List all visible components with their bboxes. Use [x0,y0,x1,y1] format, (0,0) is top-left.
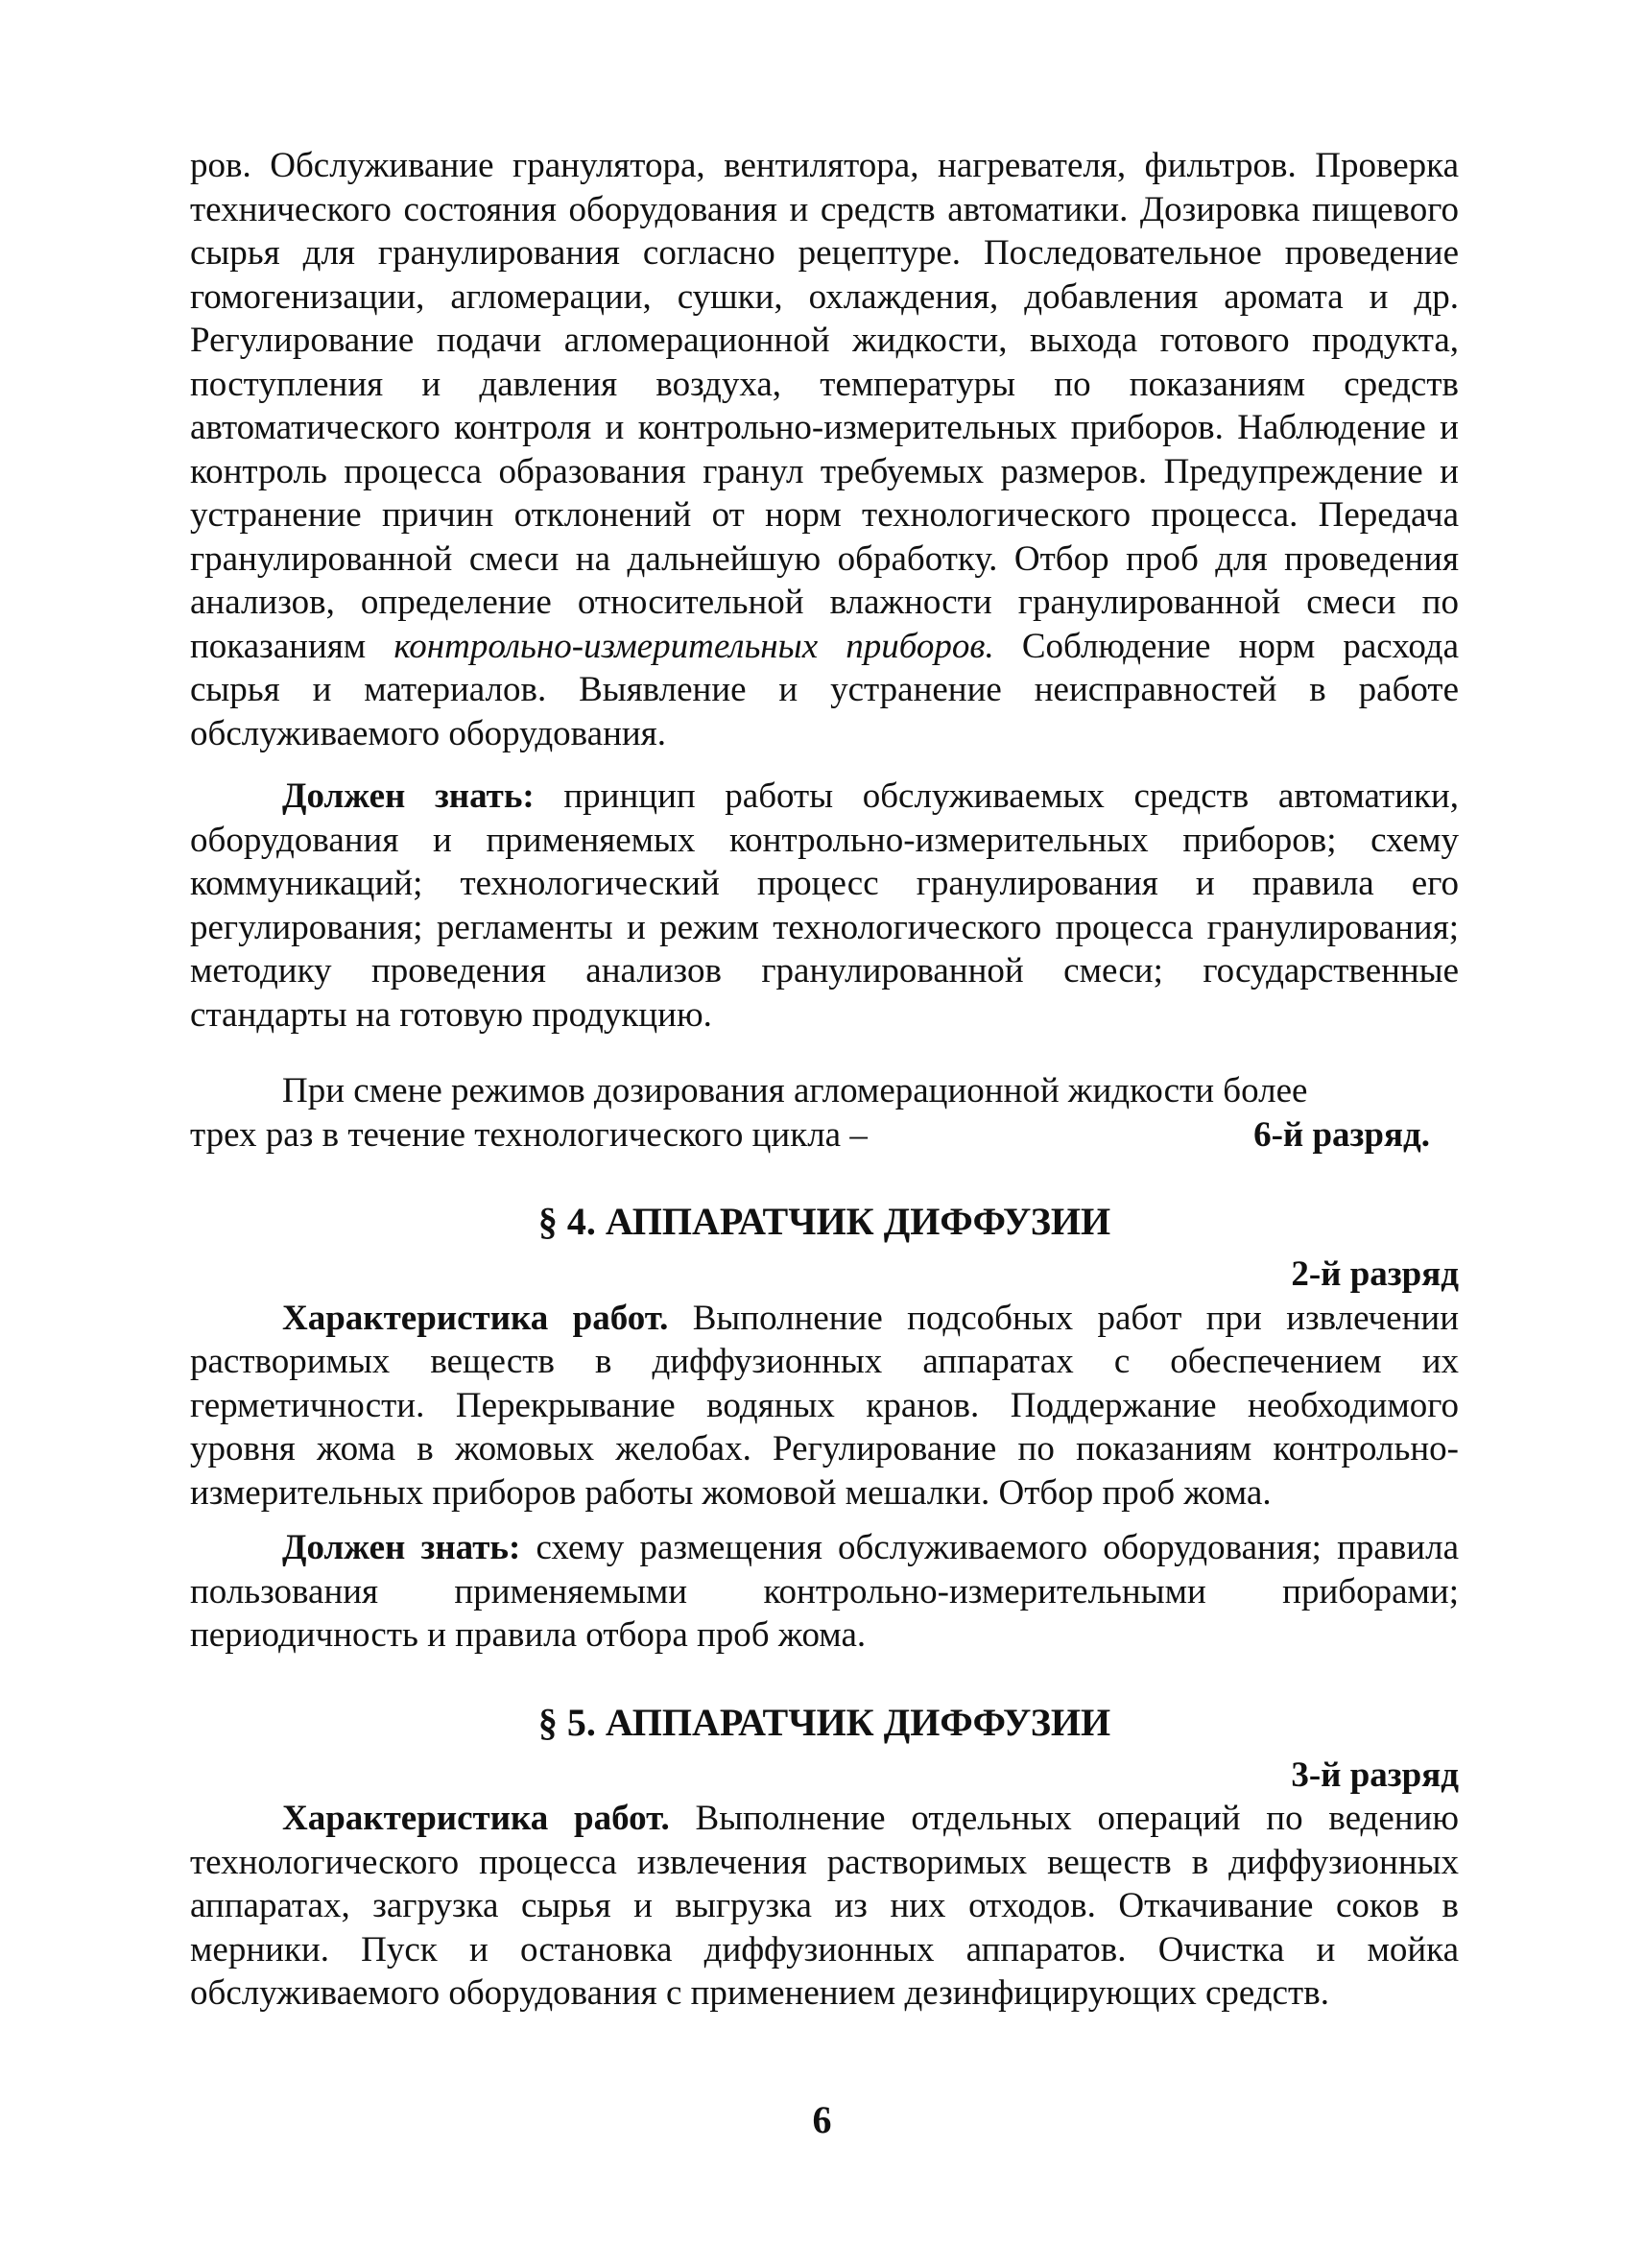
section-5-title: § 5. АППАРАТЧИК ДИФФУЗИИ [537,1700,1111,1744]
section-5-char-label: Характеристика работ. [282,1799,670,1838]
section-5-grade: 3-й разряд [1291,1755,1459,1795]
rank-note-line2 [190,1113,1459,1158]
section-5-char-text: Выполнение отдельных операций по ведению технологического процесса извлечения растворимых веществ в диффузионных аппаратах, загрузка сырья и выгрузка из них отходов. Откачивание соков в мерники. Пуск и остановка диффузионных аппаратов. Очистка и мойка обслуживаемого оборудования с применением дезинфицирующих средств. [190,1799,1460,2013]
intro-text-italic: контрольно-измерительных приборов. [393,626,994,666]
section-4-characteristics [190,1297,1459,1516]
section-4-title: § 4. АППАРАТЧИК ДИФФУЗИИ [537,1200,1111,1243]
rank-note-rank: 6-й разряд. [1253,1114,1430,1155]
section-4-grade: 2-й разряд [1291,1254,1459,1294]
intro-paragraph [190,144,1459,755]
section-4-know-text: схему размещения обслуживаемого оборудования; правила пользования применяемыми контрольно-измерительными приборами; периодичность и правила отбора проб жома. [190,1528,1459,1655]
section-4-knowledge [190,1526,1459,1658]
section-4-char-text: Выполнение подсобных работ при извлечении растворимых веществ в диффузионных аппаратах с обеспечением их герметичности. Перекрывание водяных кранов. Поддержание необходимого уровня жома в жомовых желобах. Регулирование по показаниям контрольно-измерительных приборов работы жомовой мешалки. Отбор проб жома. [190,1298,1460,1513]
knowledge-label: Должен знать: [282,776,535,816]
section-4-char-label: Характеристика работ. [282,1298,669,1338]
knowledge-text: принцип работы обслуживаемых средств автоматики, оборудования и применяемых контрольно-измерительных приборов; схему коммуникаций; технологический процесс гранулирования и правила его регулирования; регламенты и режим технологического процесса гранулирования; методику проведения анализов гранулированной смеси; государственные стандарты на готовую продукцию. [190,776,1459,1035]
knowledge-paragraph [190,775,1459,1037]
rank-note [190,1069,1459,1157]
page-number: 6 [812,2098,832,2141]
rank-note-text: трех раз в течение технологического цикла – [190,1114,868,1155]
section-5-characteristics [190,1797,1459,2016]
intro-text-1: ров. Обслуживание гранулятора, вентилятора, нагревателя, фильтров. Проверка технического состояния оборудования и средств автоматики. Дозировка пищевого сырья для гранулирования согласно рецептуре. Последовательное проведение гомогенизации, агломерации, сушки, охлаждения, добавления аромата и др. Регулирование подачи агломерационной жидкости, выхода готового продукта, поступления и давления воздуха, температуры по показаниям средств автоматического контроля и контрольно-измерительных приборов. Наблюдение и контроль процесса образования гранул требуемых размеров. Предупреждение и устранение причин отклонений от норм технологического процесса. Передача гранулированной смеси на дальнейшую обработку. Отбор проб для проведения анализов, определение относительной влажности гранулированной смеси по показаниям [190,146,1459,666]
page-content [190,144,1459,2016]
intro-text-3: Соблюдение норм расхода сырья и материалов. Выявление и устранение неисправностей в работе обслуживаемого оборудования. [190,626,1459,753]
section-4-know-label: Должен знать: [282,1528,521,1567]
rank-note-line1: При смене режимов дозирования агломерационной жидкости более [282,1071,1308,1110]
